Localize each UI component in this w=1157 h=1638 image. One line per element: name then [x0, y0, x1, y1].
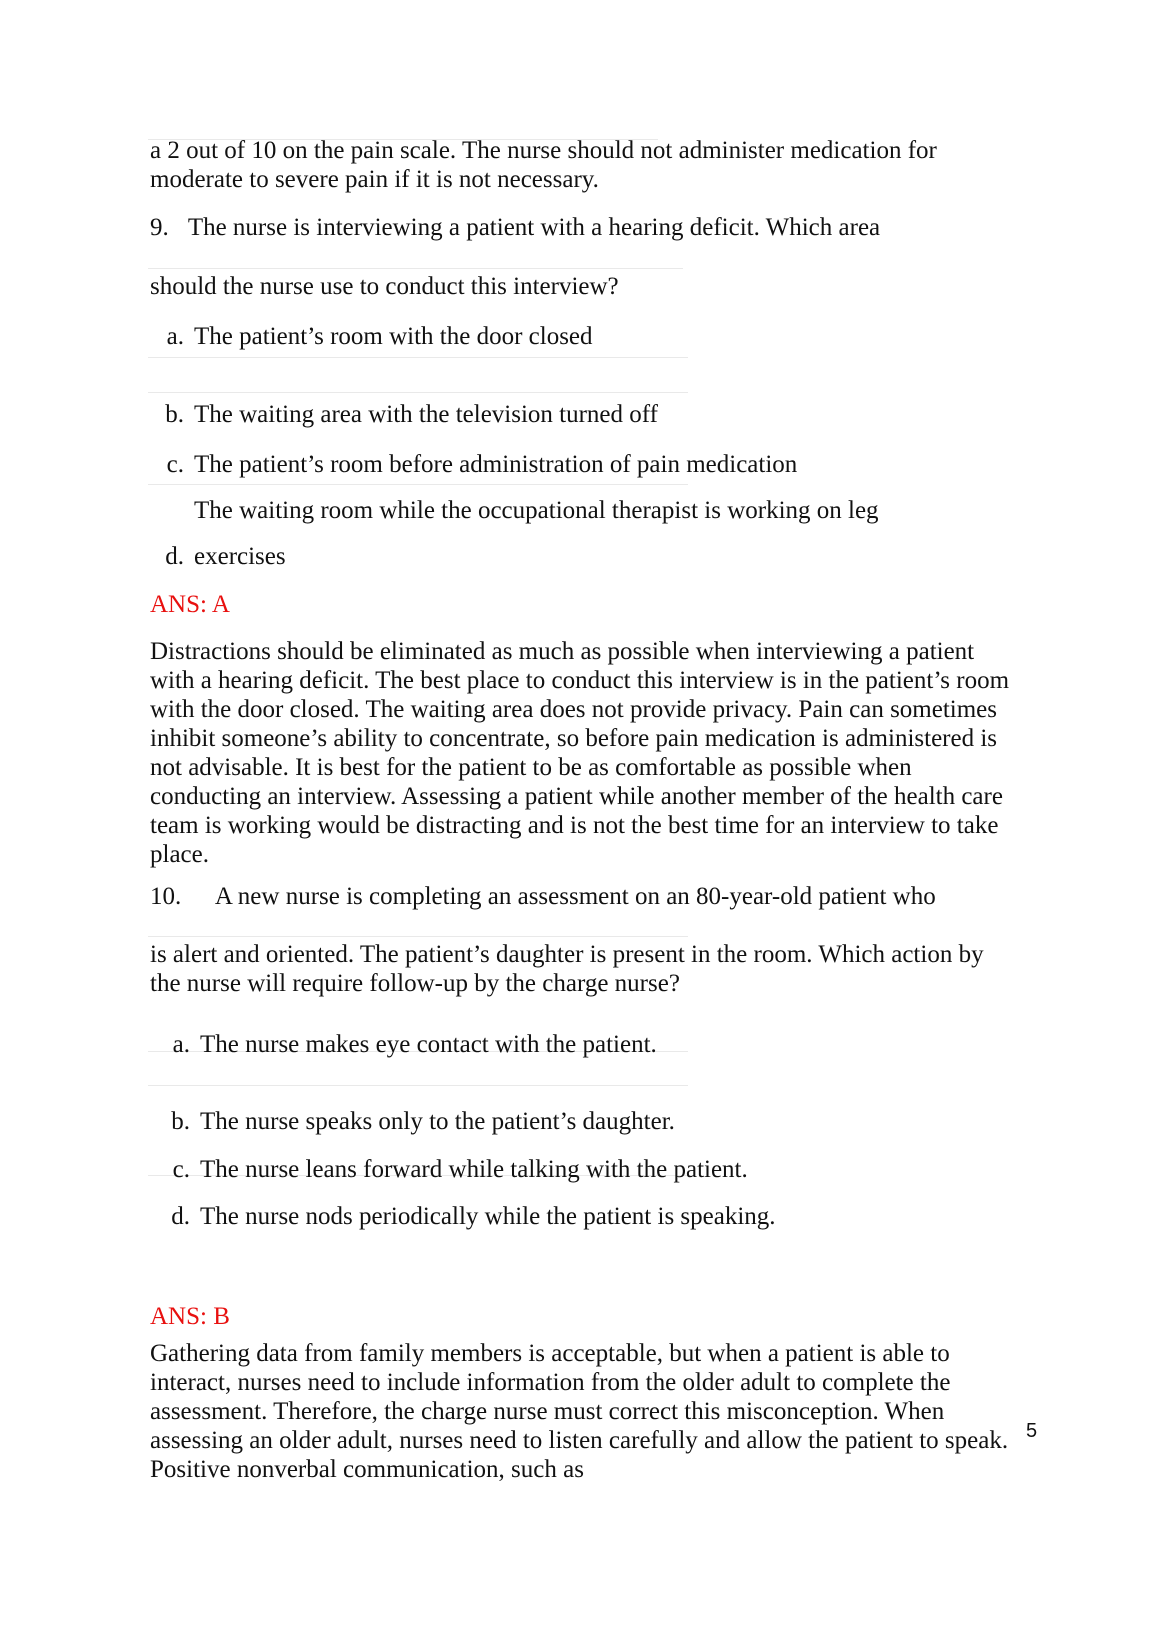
- intro-paragraph: a 2 out of 10 on the pain scale. The nurse should not administer medication for moderate to severe pain if it is not necessary.: [150, 137, 937, 193]
- option-letter: d.: [165, 543, 184, 570]
- question-9-stem-line2: should the nurse use to conduct this interview?: [150, 273, 619, 300]
- question-9-option-d-line1: [150, 496, 879, 525]
- option-letter: a.: [166, 323, 184, 350]
- option-letter: c.: [166, 451, 184, 478]
- question-9-option-c: [150, 450, 797, 479]
- table-rule: [148, 392, 688, 393]
- question-9-number: 9.: [150, 214, 169, 241]
- option-letter: b.: [171, 1108, 190, 1135]
- option-text: The nurse speaks only to the patient’s daughter.: [200, 1108, 675, 1135]
- table-rule: [148, 484, 688, 485]
- question-9-option-a: [150, 322, 593, 351]
- question-9-stem: [150, 213, 880, 242]
- question-9-answer: ANS: A: [150, 591, 230, 618]
- table-rule: [148, 1085, 688, 1086]
- option-text: The nurse nods periodically while the patient is speaking.: [200, 1203, 776, 1230]
- question-10-stem-line1: A new nurse is completing an assessment on an 80-year-old patient who: [214, 883, 936, 910]
- option-letter: a.: [172, 1031, 190, 1058]
- question-9-option-b: [150, 400, 658, 429]
- option-letter: c.: [172, 1156, 190, 1183]
- question-10-option-c: [150, 1155, 748, 1184]
- question-9-option-d: [150, 542, 286, 571]
- option-text: The nurse makes eye contact with the patient.: [200, 1031, 657, 1058]
- table-rule: [148, 268, 683, 269]
- option-text: The patient’s room with the door closed: [194, 323, 593, 350]
- question-10-stem: [150, 882, 936, 911]
- option-text: The nurse leans forward while talking with the patient.: [200, 1156, 748, 1183]
- table-rule: [148, 936, 688, 937]
- option-letter: d.: [171, 1203, 190, 1230]
- question-10-option-d: [150, 1202, 776, 1231]
- question-10-number: 10.: [150, 883, 182, 910]
- question-9-stem-line1: The nurse is interviewing a patient with a hearing deficit. Which area: [187, 214, 881, 241]
- option-text: exercises: [194, 543, 286, 570]
- question-10-option-b: [150, 1107, 675, 1136]
- option-text: The patient’s room before administration of pain medication: [194, 451, 798, 478]
- question-10-stem-line2: is alert and oriented. The patient’s daughter is present in the room. Which action by the nurse will require follow-up by the charge nurse?: [150, 941, 984, 997]
- option-text: The waiting area with the television turned off: [194, 401, 658, 428]
- option-text: The waiting room while the occupational therapist is working on leg: [194, 497, 879, 524]
- question-10-option-a: [150, 1030, 657, 1059]
- page-number: 5: [1026, 1420, 1038, 1442]
- question-10-rationale: Gathering data from family members is acceptable, but when a patient is able to interact, nurses need to include information from the older adult to complete the assessment. Therefore, the charge nurse must correct this misconception. When assessing an older adult, nurses need to listen carefully and allow the patient to speak. Positive nonverbal communication, such as: [150, 1340, 1009, 1483]
- option-letter: b.: [165, 401, 184, 428]
- question-9-rationale: Distractions should be eliminated as much as possible when interviewing a patient with a hearing deficit. The best place to conduct this interview is in the patient’s room with the door closed. The waiting area does not provide privacy. Pain can sometimes inhibit someone’s ability to concentrate, so before pain medication is administered is not advisable. It is best for the patient to be as comfortable as possible when conducting an interview. Assessing a patient while another member of the health care team is working would be distracting and is not the best time for an interview to take place.: [150, 638, 1010, 868]
- table-rule: [148, 357, 688, 358]
- question-10-answer: ANS: B: [150, 1303, 230, 1330]
